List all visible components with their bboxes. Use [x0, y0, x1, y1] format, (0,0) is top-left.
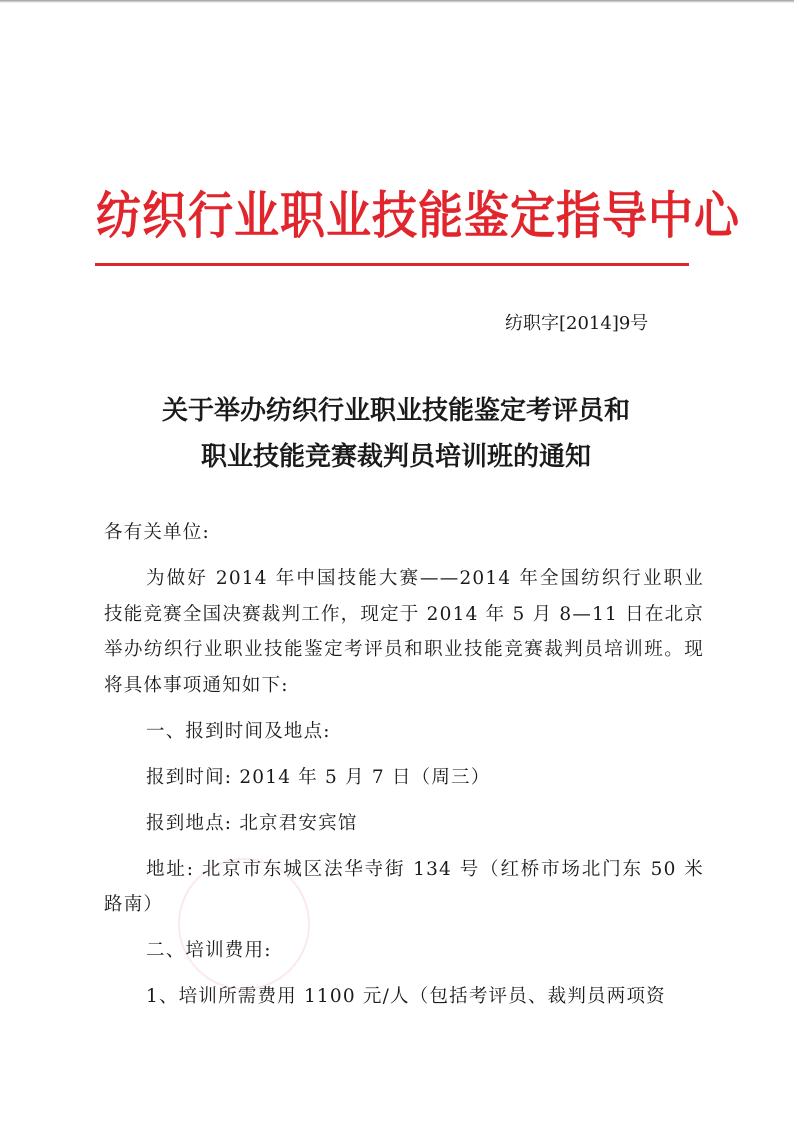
intro-paragraph: 为做好 2014 年中国技能大赛——2014 年全国纺织行业职业技能竞赛全国决赛裁判工作，现定于 2014 年 5 月 8—11 日在北京举办纺织行业职业技能鉴定考评员和职业技能竞赛裁判员培训班。现将具体事项通知如下:	[104, 568, 704, 696]
document-number: 纺职字[2014]9号	[505, 313, 649, 334]
org-letterhead-title: 纺织行业职业技能鉴定指导中心	[96, 185, 741, 246]
section-1-heading: 一、报到时间及地点:	[146, 720, 331, 742]
salutation: 各有关单位:	[104, 522, 210, 543]
section-2-heading: 二、培训费用:	[146, 940, 272, 961]
fee-item-1: 1、培训所需费用 1100 元/人（包括考评员、裁判员两项资	[146, 986, 666, 1007]
document-title	[96, 388, 696, 480]
scan-edge	[0, 0, 794, 3]
document-title-line-2: 职业技能竞赛裁判员培训班的通知	[200, 442, 591, 472]
document-title-line-1: 关于举办纺织行业职业技能鉴定考评员和	[161, 396, 630, 426]
report-place: 报到地点: 北京君安宾馆	[146, 812, 358, 834]
report-time: 报到时间: 2014 年 5 月 7 日（周三）	[146, 766, 491, 788]
document-body	[104, 515, 704, 1025]
address: 地址: 北京市东城区法华寺街 134 号（红桥市场北门东 50 米路南）	[104, 858, 704, 915]
letterhead-red-rule	[95, 263, 689, 266]
